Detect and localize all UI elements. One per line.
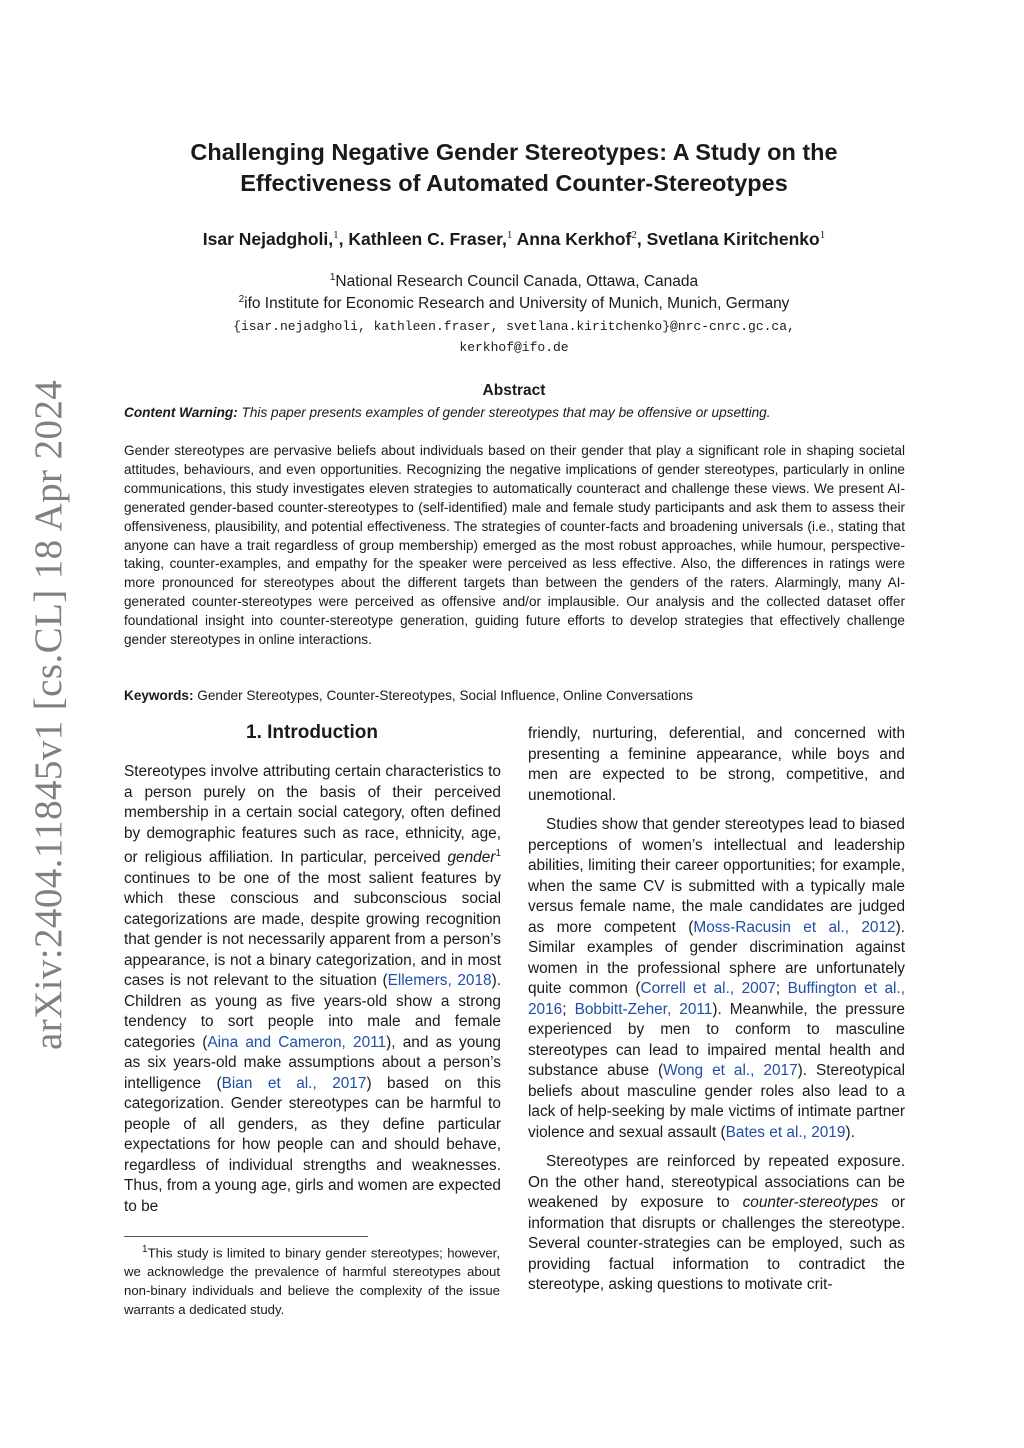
content-warning-label: Content Warning: xyxy=(124,405,238,420)
citation-link[interactable]: Ellemers, 2018 xyxy=(387,972,492,990)
email-line: {isar.nejadgholi, kathleen.fraser, svetlana.kiritchenko}@nrc-cnrc.gc.ca, xyxy=(233,319,795,334)
content-warning xyxy=(124,405,904,420)
text-run: ) based on this categorization. Gender stereotypes can be harmful to people of all genders, as they define particular expectations for how people can and should behave, regardless of individual strengths and weaknesses. Thus, from a young age, girls and women are expected to be xyxy=(124,1074,501,1215)
paragraph xyxy=(528,815,905,1143)
text-run: Stereotypes are reinforced by repeated exposure. On the other hand, stereotypical associations can be weakened by exposure to xyxy=(528,1153,905,1211)
text-run: Studies show that gender stereotypes lead to biased perceptions of women’s intellectual and leadership abilities, limiting their career opportunities; for example, when the same CV is submitted with a typically male versus female name, the male candidates are judged as more competent ( xyxy=(528,816,905,936)
text-run: ). Stereotypical beliefs about masculine gender roles also lead to a lack of help-seeking by male victims of intimate partner violence and sexual assault ( xyxy=(528,1062,905,1141)
keywords xyxy=(124,688,904,703)
arxiv-identifier: arXiv:2404.11845v1 [cs.CL] 18 Apr 2024 xyxy=(27,379,70,1050)
citation-link[interactable]: Moss-Racusin et al., 2012 xyxy=(693,918,896,936)
keywords-label: Keywords: xyxy=(124,688,194,703)
text-run: continues to be one of the most salient features by which these conscious and subconscious social categorizations are made, despite growing recognition that gender is not necessarily apparent from a person’s appearance, is not a binary categorization, and in most cases is not relevant to the situation ( xyxy=(124,869,501,990)
author-emails xyxy=(124,316,904,358)
text-run: ), and as young as six years-old make assumptions about a person’s intelligence ( xyxy=(124,1033,501,1092)
title-line-1: Challenging Negative Gender Stereotypes: A Study on the xyxy=(190,139,838,165)
text-run: ). xyxy=(845,1123,855,1141)
citation-link[interactable]: Bobbitt-Zeher, 2011 xyxy=(574,1000,713,1018)
author-name: Svetlana Kiritchenko xyxy=(646,229,820,249)
footnote-text: This study is limited to binary gender stereotypes; however, we acknowledge the prevalence of harmful stereotypes about non-binary individuals and believe the complexity of the issue warrants a dedicated study. xyxy=(124,1245,500,1318)
footnote-number: 1 xyxy=(142,1244,148,1255)
text-run: ). Children as young as five years-old show a strong tendency to sort people into male and female categories ( xyxy=(124,972,501,1051)
emphasis: gender xyxy=(447,849,496,867)
author-name: Kathleen C. Fraser, xyxy=(348,229,507,249)
keywords-text: Gender Stereotypes, Counter-Stereotypes, Social Influence, Online Conversations xyxy=(193,688,693,703)
footnote-marker[interactable]: 1 xyxy=(495,848,501,859)
affiliation-2 xyxy=(124,294,904,313)
paragraph: friendly, nurturing, deferential, and concerned with presenting a feminine appearance, while boys and men are expected to be strong, competitive, and unemotional. xyxy=(528,725,905,804)
paragraph xyxy=(528,1152,905,1296)
author-separator: , xyxy=(338,229,349,249)
author-list xyxy=(124,229,904,250)
text-run: or information that disrupts or challenges the stereotype. Several counter-strategies can be employed, such as providing factual information to contradict the stereotype, asking questions to motivate crit- xyxy=(528,1194,905,1293)
text-run: Stereotypes involve attributing certain characteristics to a person purely on the basis of their perceived membership in a certain social category, often defined by demographic features such as race, ethnicity, age, or religious affiliation. In particular, perceived xyxy=(124,763,501,867)
citation-link[interactable]: Buffington et al., 2016 xyxy=(528,980,905,1018)
author-affiliation-mark: 1 xyxy=(333,229,339,242)
citation-link[interactable]: Wong et al., 2017 xyxy=(663,1062,798,1079)
abstract-text: Gender stereotypes are pervasive beliefs about individuals based on their gender that play a significant role in shaping societal attitudes, behaviours, and even opportunities. Recognizing the negative implications of gender stereotypes, particularly in online communications, this study investigates eleven strategies to automatically counteract and challenge these views. We present AI-generated gender-based counter-stereotypes to (self-identified) male and female study participants and ask them to assess their offensiveness, plausibility, and potential effectiveness. The strategies of counter-facts and broadening universals (i.e., stating that anyone can have a trait regardless of group membership) emerged as the most robust approaches, while humour, perspective-taking, counter-examples, and empathy for the speaker were perceived as less effective. Also, the differences in ratings were more pronounced for stereotypes about the different targets than between the genders of the raters. Alarmingly, many AI-generated counter-stereotypes were perceived as offensive and/or implausible. Our analysis and the collected dataset offer foundational insight into counter-stereotype generation, guiding future efforts to develop strategies that effectively challenge gender stereotypes in online interactions. xyxy=(124,443,905,648)
footnote-divider xyxy=(124,1236,368,1237)
text-run: ). Meanwhile, the pressure experienced by men to conform to masculine stereotypes can lead to impaired mental health and substance abuse ( xyxy=(528,1000,905,1079)
text-run: ; xyxy=(775,980,788,997)
footnote xyxy=(124,1240,500,1319)
citation-link[interactable]: Aina and Cameron, 2011 xyxy=(207,1033,387,1051)
paper-title xyxy=(124,137,904,199)
author-separator: , xyxy=(636,229,647,249)
affiliation-number: 1 xyxy=(329,272,336,283)
author-affiliation-mark: 1 xyxy=(819,229,826,242)
author-name: Anna Kerkhof xyxy=(516,229,632,249)
text-run: ; xyxy=(562,1000,575,1018)
author-name: Isar Nejadgholi, xyxy=(202,229,334,249)
citation-link[interactable]: Correll et al., 2007 xyxy=(640,980,776,997)
abstract-heading: Abstract xyxy=(482,382,546,399)
author-affiliation-mark: 1 xyxy=(506,229,513,242)
content-warning-text: This paper presents examples of gender stereotypes that may be offensive or upsetting. xyxy=(237,405,771,420)
affiliation-1 xyxy=(124,272,904,291)
citation-link[interactable]: Bian et al., 2017 xyxy=(221,1074,367,1092)
affiliation-number: 2 xyxy=(238,294,245,305)
title-line-2: Effectiveness of Automated Counter-Stereotypes xyxy=(240,170,788,196)
affiliation-text: National Research Council Canada, Ottawa, Canada xyxy=(335,273,699,291)
email-line: kerkhof@ifo.de xyxy=(459,340,569,355)
emphasis: counter-stereotypes xyxy=(742,1194,879,1211)
affiliation-text: ifo Institute for Economic Research and University of Munich, Munich, Germany xyxy=(244,295,790,313)
section-heading: 1. Introduction xyxy=(246,722,378,743)
left-column xyxy=(124,762,501,1226)
text-run: ). Similar examples of gender discrimination against women in the professional sphere are unfortunately quite common ( xyxy=(528,918,906,997)
citation-link[interactable]: Bates et al., 2019 xyxy=(725,1123,846,1141)
author-affiliation-mark: 2 xyxy=(631,229,637,242)
paragraph xyxy=(124,762,501,1217)
right-column xyxy=(528,724,905,1305)
